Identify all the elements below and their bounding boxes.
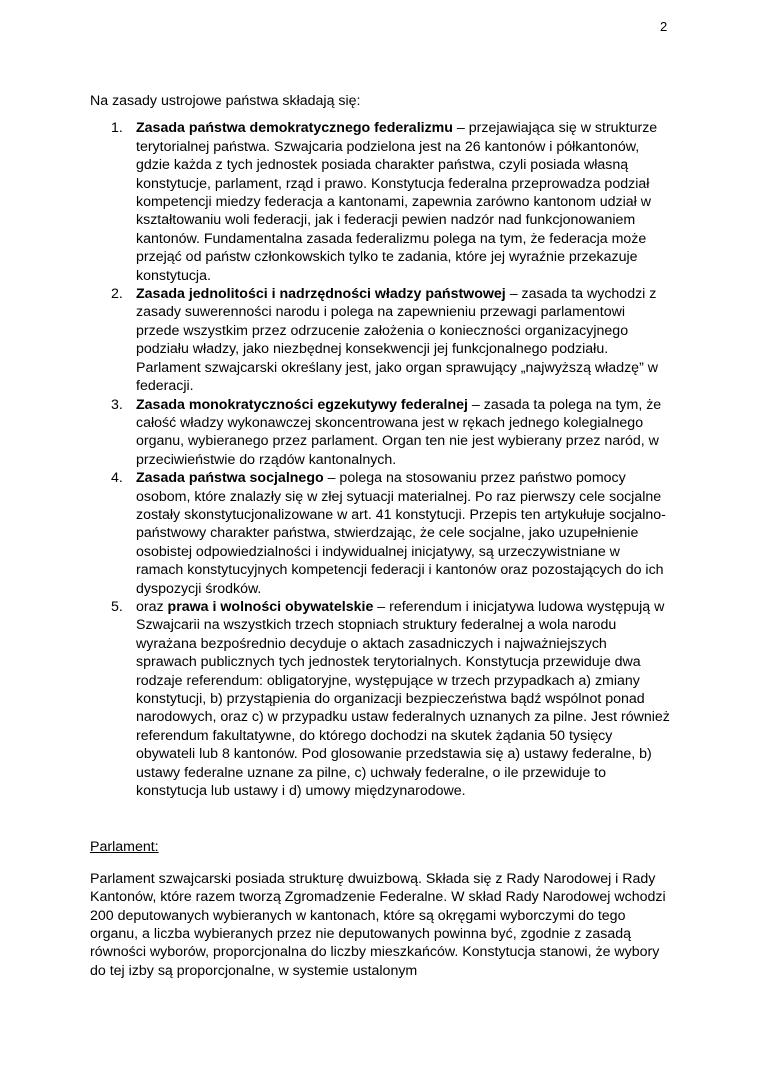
principle-text: – polega na stosowaniu przez państwo pomocy osobom, które znalazły się w złej sytuacji materialnej. Po raz pierwszy cele socjalne zostały skonstytucjonalizowane w art. 41 konstytucji. Przepis ten artykułuje socjalno-państwowy charakter państwa, stwierdzając, że cele socjalne, jako uzupełnienie osobistej odpowiedzialności i indywidualnej inicjatywy, są urzeczywistniane w ramach konstytucyjnych kompetencji federacji i kantonów oraz pozostających do ich dyspozycji środków.: [136, 470, 666, 597]
list-number: 3.: [111, 396, 123, 413]
list-item: [90, 598, 670, 800]
principle-text: – zasada ta polega na tym, że całość władzy wykonawczej skoncentrowana jest w rękach jednego kolegialnego organu, wybieranego przez parlament. Organ ten nie jest wybierany przez naród, w przeciwieństwie do rządów kantonalnych.: [136, 396, 662, 468]
principle-text: – referendum i inicjatywa ludowa występują w Szwajcarii na wszystkich trzech stopniach struktury federalnej a wola narodu wyrażana bezpośrednio decyduje o aktach zasadniczych i najważniejszych sprawach publicznych tych jednostek terytorialnych. Konstytucja przewiduje dwa rodzaje referendum: obligatoryjne, występujące w trzech przypadkach a) zmiany konstytucji, b) przystąpienia do organizacji bezpieczeństwa bądź wspólnot ponad narodowych, oraz c) w przypadku ustaw federalnych uznanych za pilne. Jest również referendum fakultatywne, do którego dochodzi na skutek żądania 50 tysięcy obywateli lub 8 kantonów. Pod glosowanie przedstawia się a) ustawy federalne, b) ustawy federalne uznane za pilne, c) uchwały federalne, o ile przewiduje to konstytucja lub ustawy i d) umowy międzynarodowe.: [136, 598, 670, 800]
parlament-paragraph: Parlament szwajcarski posiada strukturę dwuizbową. Składa się z Rady Narodowej i Rady Kantonów, które razem tworzą Zgromadzenie Federalne. W skład Rady Narodowej wchodzi 200 deputowanych wybieranych w kantonach, które są okręgami wyborczymi do tego organu, a liczba wybieranych przez nie deputowanych powinna być, zgodnie z zasadą równości wyborów, proporcjonalna do liczby mieszkańców. Konstytucja stanowi, że wybory do tej izby są proporcjonalne, w systemie ustalonym: [90, 870, 666, 979]
list-item: [90, 469, 670, 598]
list-number: 5.: [111, 598, 123, 615]
principle-title: prawa i wolności obywatelskie: [167, 598, 374, 615]
list-item: [90, 119, 670, 285]
list-number: 2.: [111, 286, 123, 303]
principles-list: [90, 119, 670, 800]
list-item: [90, 396, 670, 470]
section-heading-parlament: Parlament:: [90, 839, 159, 856]
document-body: [90, 92, 670, 980]
page-number: 2: [660, 19, 668, 34]
principle-text: – zasada ta wychodzi z zasady suwerenności narodu i polega na zapewnieniu przewagi parlamentowi przede wszystkim przez odrzucenie założenia o konieczności organizacyjnego podziału władzy, jako niezbędnej konsekwencji jej funkcjonalnego podziału. Parlament szwajcarski określany jest, jako organ sprawujący „najwyższą władzę” w federacji.: [136, 286, 658, 395]
intro-text: Na zasady ustrojowe państwa składają się:: [90, 93, 361, 109]
principle-text: – przejawiająca się w strukturze terytorialnej państwa. Szwajcaria podzielona jest na 26 kantonów i półkantonów, gdzie każda z tych jednostek posiada charakter państwa, czyli posiada własną konstytucje, parlament, rząd i prawo. Konstytucja federalna przeprowadza podział kompetencji miedzy federacja a kantonami, zapewnia zarówno kantonom udział w kształtowaniu woli federacji, jak i federacji pewien nadzór nad funkcjonowaniem kantonów. Fundamentalna zasada federalizmu polega na tym, że federacja może przejąć od państw członkowskich tylko te zadania, które jej wyraźnie przekazuje konstytucja.: [136, 120, 658, 284]
principle-prefix: oraz: [136, 598, 168, 615]
principle-title: Zasada jednolitości i nadrzędności władzy państwowej: [136, 286, 506, 303]
list-number: 4.: [111, 470, 123, 487]
list-number: 1.: [111, 120, 123, 137]
principle-title: Zasada monokratyczności egzekutywy federalnej: [136, 396, 468, 413]
principle-title: Zasada państwa socjalnego: [136, 470, 324, 487]
list-item: [90, 285, 670, 395]
principle-title: Zasada państwa demokratycznego federalizmu: [136, 120, 453, 137]
